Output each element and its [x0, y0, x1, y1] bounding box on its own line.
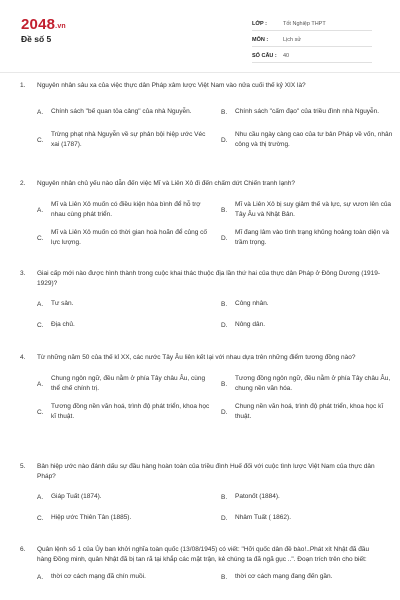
option-text: Patonốt (1884). [235, 493, 280, 500]
option-c[interactable] [37, 512, 213, 524]
option-text: Giáp Tuất (1874). [51, 493, 102, 500]
option-text: thời cơ cách mạng đang đến gần. [235, 573, 333, 580]
option-text: Công nhân. [235, 300, 269, 307]
option-letter: D. [221, 136, 228, 144]
option-text: Chính sách "bế quan tỏa cảng" của nhà Nguyễn. [51, 108, 192, 115]
question-text: Quân lệnh số 1 của Ủy ban khởi nghĩa toàn quốc (13/08/1945) có viết: "Hỡi quốc dân đề bào!..Phát xít Nhật đã đầu hàng Đồng minh, quân Nhật đã bị tan rã tại khắp các mặt trận, kẻ chúng ta đã ngã gục ..". Đoạn trích trên cho biết: [37, 546, 370, 563]
option-letter: A. [37, 573, 44, 581]
option-c[interactable] [37, 400, 213, 424]
option-b[interactable] [221, 198, 397, 222]
question-text: Nguyên nhân sâu xa của việc thực dân Pháp xâm lược Việt Nam vào nửa cuối thế kỷ XIX là? [37, 82, 306, 89]
exam-code: Đề số 5 [21, 34, 52, 44]
question-text: Từ những năm 50 của thế kỉ XX, các nước Tây Âu liên kết lại với nhau dựa trên những điểm tương đồng nào? [37, 354, 356, 361]
option-c[interactable] [37, 226, 213, 250]
option-text: Chính sách "cấm đạo" của triều đình nhà Nguyễn. [235, 108, 380, 115]
option-letter: A. [37, 493, 44, 501]
option-letter: B. [221, 380, 228, 388]
option-a[interactable] [37, 372, 213, 396]
option-text: Mĩ đang lâm vào tình trạng khủng hoảng toàn diện và trầm trọng. [235, 229, 389, 246]
option-text: Nhâm Tuất ( 1862). [235, 514, 291, 521]
info-label: SỐ CÂU : [252, 52, 277, 59]
option-text: Hiệp ước Thiên Tân (1885). [51, 514, 132, 521]
option-b[interactable] [221, 491, 397, 503]
option-a[interactable] [37, 100, 213, 124]
option-letter: B. [221, 493, 228, 501]
option-letter: D. [221, 514, 228, 522]
info-label: LỚP : [252, 20, 267, 27]
question-number: 1. [20, 82, 26, 89]
option-d[interactable] [221, 128, 397, 152]
options-grid [37, 298, 384, 340]
logo-text: 2048 [21, 16, 56, 33]
info-row-subject [252, 33, 372, 47]
question-1 [20, 81, 393, 156]
question-number: 6. [20, 546, 26, 553]
info-value: Lịch sử [283, 36, 302, 43]
option-letter: B. [221, 573, 228, 581]
option-d[interactable] [221, 400, 397, 424]
option-letter: C. [37, 234, 44, 242]
option-text: Chung nền văn hoá, trình độ phát triển, khoa học kĩ thuật. [235, 403, 384, 420]
option-b[interactable] [221, 100, 397, 124]
option-d[interactable] [221, 226, 397, 250]
question-text: Giai cấp mới nào được hình thành trong cuộc khai thác thuộc địa lần thứ hai của thực dân Pháp ở Đông Dương (1919-1929)? [37, 270, 381, 287]
question-4 [20, 353, 391, 428]
option-a[interactable] [37, 198, 213, 222]
option-letter: A. [37, 300, 44, 308]
option-c[interactable] [37, 128, 213, 152]
option-letter: A. [37, 380, 44, 388]
site-logo[interactable] [21, 16, 66, 33]
header-divider [0, 72, 400, 73]
option-d[interactable] [221, 512, 397, 524]
option-letter: B. [221, 300, 228, 308]
option-letter: B. [221, 108, 228, 116]
question-3 [20, 269, 384, 340]
info-value: 40 [283, 52, 290, 59]
option-text: Nông dân. [235, 321, 265, 328]
option-b[interactable] [221, 298, 397, 310]
question-number: 3. [20, 270, 26, 277]
exam-header [0, 0, 400, 70]
info-row-question-count [252, 49, 372, 63]
option-letter: C. [37, 136, 44, 144]
option-a[interactable] [37, 298, 213, 310]
question-text: Nguyên nhân chủ yếu nào dẫn đến việc Mĩ và Liên Xô đi đến chấm dứt Chiến tranh lạnh? [37, 180, 296, 187]
option-letter: B. [221, 206, 228, 214]
option-a[interactable] [37, 571, 213, 583]
option-letter: D. [221, 321, 228, 329]
question-number: 2. [20, 180, 26, 187]
option-letter: C. [37, 408, 44, 416]
option-text: Địa chủ. [51, 321, 75, 328]
question-6 [20, 545, 384, 592]
question-number: 4. [20, 354, 26, 361]
option-text: Tương đồng ngôn ngữ, đều nằm ở phía Tây châu Âu, chung nền văn hóa. [235, 375, 391, 392]
options-grid [37, 198, 392, 254]
option-c[interactable] [37, 319, 213, 331]
option-letter: D. [221, 234, 228, 242]
question-number: 5. [20, 463, 26, 470]
options-grid [37, 571, 384, 592]
question-5 [20, 462, 384, 533]
option-letter: A. [37, 108, 44, 116]
question-2 [20, 179, 392, 254]
option-text: Nhu cầu ngày càng cao của tư bản Pháp về vốn, nhân công và thị trường. [235, 131, 393, 148]
option-text: Tương đồng nền văn hoá, trình độ phát triển, khoa học kĩ thuật. [51, 403, 210, 420]
option-text: thời cơ cách mạng đã chín muồi. [51, 573, 146, 580]
info-row-class [252, 17, 372, 31]
option-letter: C. [37, 514, 44, 522]
info-value: Tốt Nghiệp THPT [283, 20, 326, 27]
option-letter: D. [221, 408, 228, 416]
option-b[interactable] [221, 372, 397, 396]
options-grid [37, 372, 391, 428]
info-label: MÔN : [252, 36, 269, 43]
option-letter: A. [37, 206, 44, 214]
question-text: Bản hiệp ước nào đánh dấu sự đầu hàng hoàn toàn của triều đình Huế đối với cuộc tình lược Việt Nam của thực dân Pháp? [37, 463, 375, 480]
option-b[interactable] [221, 571, 397, 583]
exam-info [252, 17, 372, 65]
options-grid [37, 491, 384, 533]
option-text: Tư sản. [51, 300, 74, 307]
option-a[interactable] [37, 491, 213, 503]
option-d[interactable] [221, 319, 397, 331]
option-text: Mĩ và Liên Xô muốn có thời gian hoà hoãn để củng cố lực lượng. [51, 229, 208, 246]
option-letter: C. [37, 321, 44, 329]
logo-suffix: .vn [55, 23, 66, 30]
option-text: Mĩ và Liên Xô muốn có điều kiện hòa bình để hỗ trợ nhau cùng phát triển. [51, 201, 201, 218]
option-text: Mĩ và Liên Xô bị suy giảm thế và lực, sự vươn lên của Tây Âu và Nhật Bản. [235, 201, 392, 218]
option-text: Trừng phạt nhà Nguyễn về sự phản bội hiệp ước Véc xai (1787). [51, 131, 206, 148]
option-text: Chung ngôn ngữ, đều nằm ở phía Tây châu Âu, cùng thể chế chính trị. [51, 375, 206, 392]
options-grid [37, 100, 393, 156]
